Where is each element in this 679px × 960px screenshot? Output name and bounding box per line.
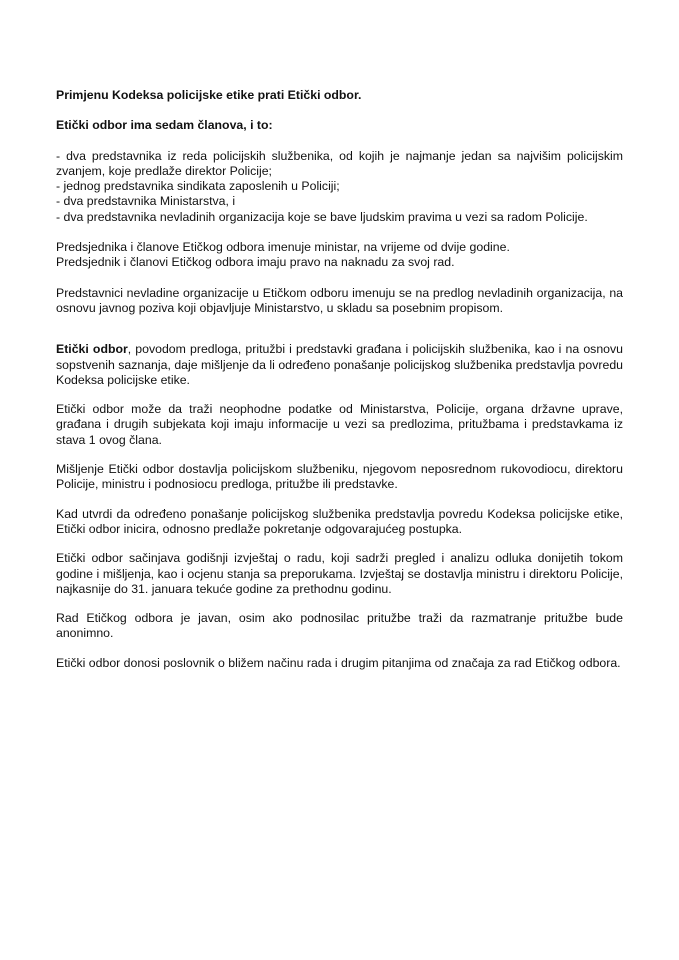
document-title: Primjenu Kodeksa policijske etike prati Etički odbor. — [56, 88, 362, 102]
members-list — [56, 149, 623, 225]
document-body — [56, 88, 623, 671]
member-item: - dva predstavnika Ministarstva, i — [56, 194, 236, 209]
opinion-delivery-paragraph: Mišljenje Etički odbor dostavlja policijskom službeniku, njegovom neposrednom rukovodiocu, direktoru Policije, ministru i podnosiocu predloga, pritužbe ili predstavke. — [56, 462, 623, 492]
opinion-lead: Etički odbor — [56, 342, 128, 357]
member-item: - dva predstavnika iz reda policijskih službenika, od kojih je najmanje jedan sa najvišim policijskim zvanjem, koje predlaže direktor Policije; — [56, 148, 623, 178]
member-item: - jednog predstavnika sindikata zaposlenih u Policiji; — [56, 179, 340, 194]
member-item: - dva predstavnika nevladinih organizacija koje se bave ljudskim pravima u vezi sa radom Policije. — [56, 209, 588, 224]
opinion-paragraph — [56, 342, 623, 388]
data-request-paragraph: Etički odbor može da traži neophodne podatke od Ministarstva, Policije, organa državne uprave, građana i drugih subjekata koji imaju informacije u vezi sa predlozima, pritužbama i predstavkama iz stava 1 ovog člana. — [56, 402, 623, 447]
appointment-line-2: Predsjednik i članovi Etičkog odbora imaju pravo na naknadu za svoj rad. — [56, 255, 455, 270]
appointment-line-1: Predsjednika i članove Etičkog odbora imenuje ministar, na vrijeme od dvije godine. — [56, 240, 510, 255]
opinion-rest: , povodom predloga, pritužbi i predstavki građana i policijskih službenika, kao i na osnovu sopstvenih saznanja, daje mišljenje da li određeno ponašanje policijskog službenika predstavlja povredu Kodeksa policijske etike. — [56, 342, 623, 387]
annual-report-paragraph: Etički odbor sačinjava godišnji izvještaj o radu, koji sadrži pregled i analizu odluka donijetih tokom godine i mišljenja, kao i ocjenu stanja sa preporukama. Izvještaj se dostavlja ministru i direktoru Policije, najkasnije do 31. januara tekuće godine za prethodnu godinu. — [56, 551, 623, 596]
ngo-appointment-paragraph: Predstavnici nevladine organizacije u Etičkom odboru imenuju se na predlog nevladinih organizacija, na osnovu javnog poziva koji objavljuje Ministarstvo, u skladu sa posebnim propisom. — [56, 285, 623, 315]
members-heading: Etički odbor ima sedam članova, i to: — [56, 118, 273, 133]
publicity-paragraph: Rad Etičkog odbora je javan, osim ako podnosilac pritužbe traži da razmatranje pritužbe bude anonimno. — [56, 611, 623, 641]
violation-procedure-paragraph: Kad utvrdi da određeno ponašanje policijskog službenika predstavlja povredu Kodeksa policijske etike, Etički odbor inicira, odnosno predlaže pokretanje odgovarajućeg postupka. — [56, 506, 623, 536]
appointment-paragraph — [56, 240, 623, 271]
rules-of-procedure-paragraph: Etički odbor donosi poslovnik o bližem načinu rada i drugim pitanjima od značaja za rad Etičkog odbora. — [56, 655, 621, 670]
